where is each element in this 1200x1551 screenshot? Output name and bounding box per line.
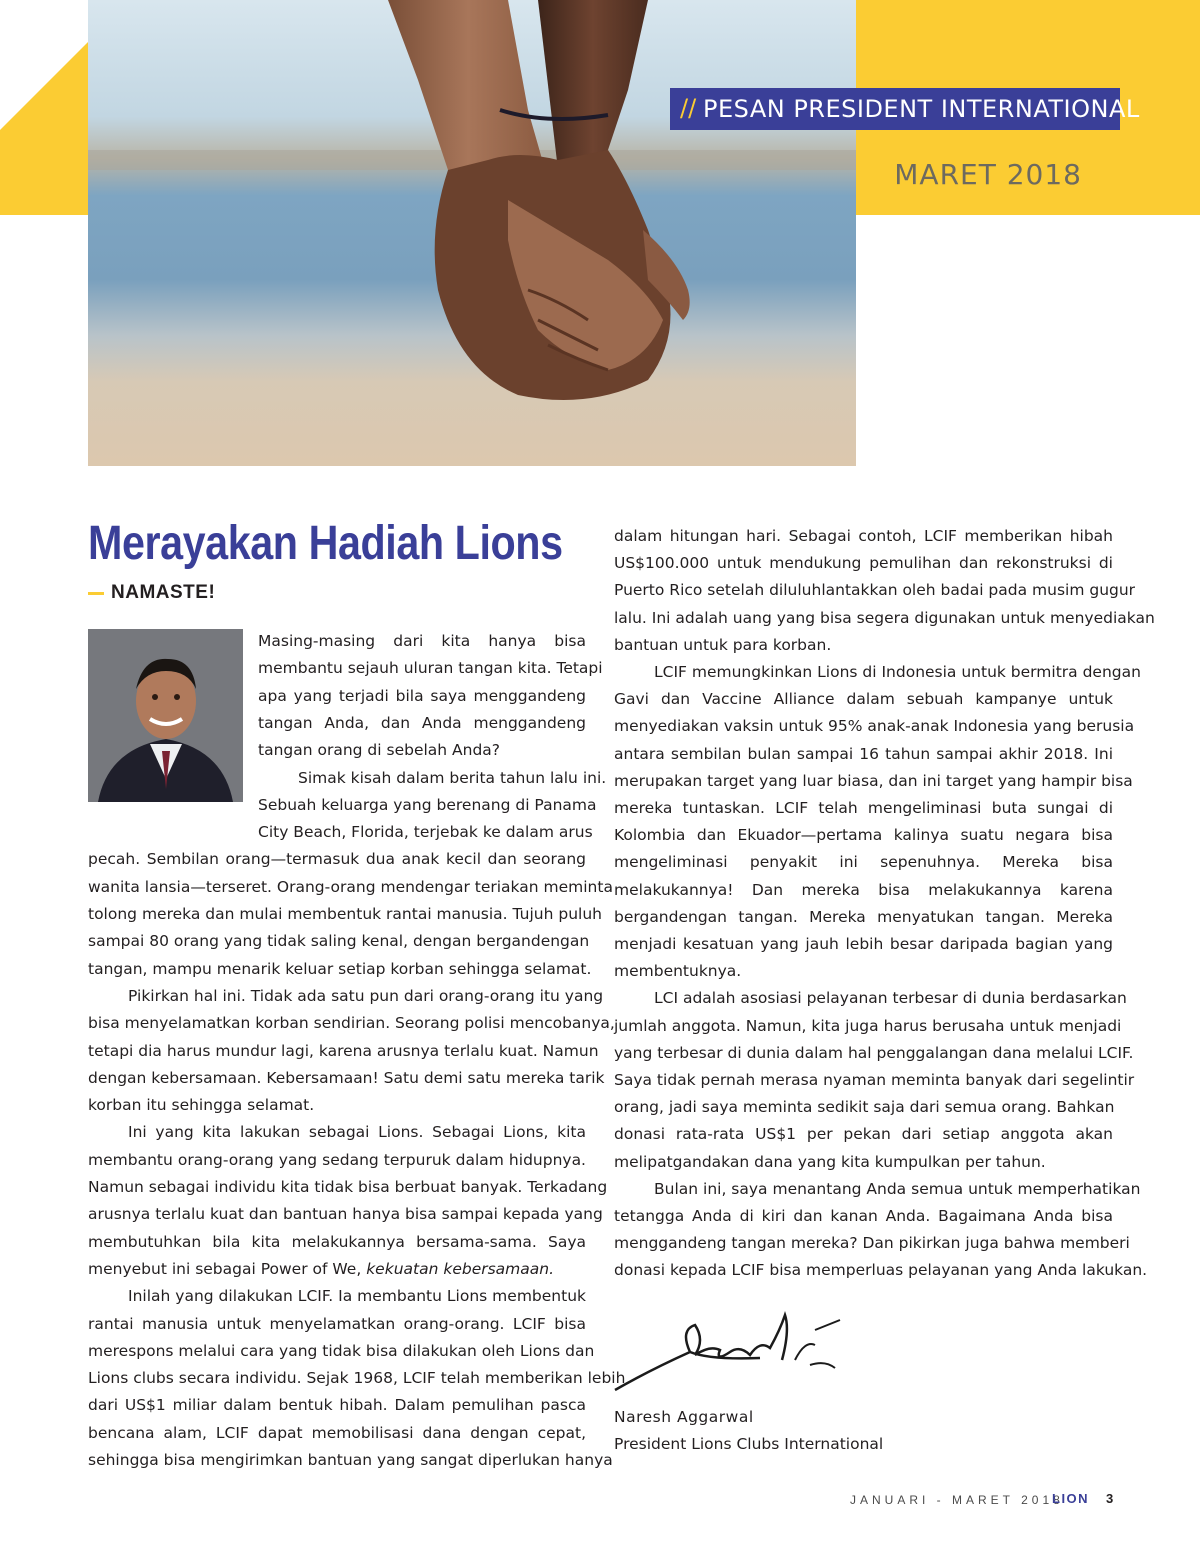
- text-line: menggandeng tangan mereka? Dan pikirkan juga bahwa memberi: [614, 1234, 1130, 1253]
- holding-hands-photo: [88, 0, 856, 466]
- kicker-dash: [88, 592, 104, 595]
- text-line: Namun sebagai individu kita tidak bisa berbuat banyak. Terkadang: [88, 1178, 608, 1196]
- text-line: lalu. Ini adalah uang yang bisa segera digunakan untuk menyediakan: [614, 608, 1155, 627]
- text-line: Sebuah keluarga yang berenang di Panama: [258, 795, 597, 814]
- footer-issue: JANUARI - MARET 2018: [850, 1493, 1064, 1507]
- text-line: Ini yang kita lakukan sebagai Lions. Sebagai Lions, kita: [128, 1123, 586, 1142]
- portrait-illustration: [88, 629, 243, 802]
- text-line: Simak kisah dalam berita tahun lalu ini.: [298, 768, 607, 787]
- text-line: Bulan ini, saya menantang Anda semua untuk memperhatikan: [654, 1179, 1141, 1198]
- text-line: LCIF memungkinkan Lions di Indonesia untuk bermitra dengan: [654, 663, 1141, 681]
- text-line: dalam hitungan hari. Sebagai contoh, LCIF memberikan hibah: [614, 527, 1113, 545]
- text-line: dengan kebersamaan. Kebersamaan! Satu demi satu mereka tarik: [88, 1068, 605, 1087]
- article-title: Merayakan Hadiah Lions: [88, 517, 563, 570]
- text-line: Inilah yang dilakukan LCIF. Ia membantu Lions membentuk: [128, 1287, 586, 1306]
- text-line: tetapi dia harus mundur lagi, karena arusnya terlalu kuat. Namun: [88, 1041, 599, 1060]
- text-line: bergandengan tangan. Mereka menyatukan tangan. Mereka: [614, 907, 1113, 926]
- holding-hands-illustration: [88, 0, 856, 466]
- text-line: tolong mereka dan mulai membentuk rantai manusia. Tujuh puluh: [88, 905, 602, 923]
- text-line: Kolombia dan Ekuador—pertama kalinya suatu negara bisa: [614, 826, 1113, 845]
- signer-title: President Lions Clubs International: [614, 1435, 884, 1453]
- text-line: menjadi kesatuan yang jauh lebih besar daripada bagian yang: [614, 935, 1113, 953]
- text-line: merupakan target yang luar biasa, dan ini target yang hampir bisa: [614, 771, 1133, 790]
- issue-date: MARET 2018: [894, 158, 1082, 191]
- text-line: sehingga bisa mengirimkan bantuan yang sangat diperlukan hanya: [88, 1451, 613, 1469]
- section-tag-slashes: //: [680, 94, 697, 122]
- text-line: merespons melalui cara yang tidak bisa dilakukan oleh Lions dan: [88, 1341, 595, 1360]
- text-line: Puerto Rico setelah diluluhlantakkan oleh badai pada musim gugur: [614, 581, 1136, 600]
- text-line: melakukannya! Dan mereka bisa melakukannya karena: [614, 880, 1113, 899]
- text-line: donasi kepada LCIF bisa memperluas pelayanan yang Anda lakukan.: [614, 1261, 1148, 1280]
- text-line: tangan Anda, dan Anda menggandeng: [258, 713, 586, 732]
- text-line: orang, jadi saya meminta sedikit saja dari semua orang. Bahkan: [614, 1098, 1115, 1117]
- text-line: bisa menyelamatkan korban sendirian. Seorang polisi mencobanya,: [88, 1014, 615, 1033]
- text-line: Gavi dan Vaccine Alliance dalam sebuah kampanye untuk: [614, 690, 1113, 709]
- handwritten-signature: [610, 1300, 860, 1410]
- text-line: melipatgandakan dana yang kita kumpulkan per tahun.: [614, 1152, 1046, 1171]
- text-line: donasi rata-rata US$1 per pekan dari setiap anggota akan: [614, 1125, 1113, 1144]
- text-line: mengeliminasi penyakit ini sepenuhnya. Mereka bisa: [614, 853, 1113, 872]
- text-line: membantu sejauh uluran tangan kita. Tetapi: [258, 659, 603, 678]
- text-line: jumlah anggota. Namun, kita juga harus berusaha untuk menjadi: [614, 1016, 1122, 1035]
- text-line: tangan, mampu menarik keluar setiap korban sehingga selamat.: [88, 959, 592, 978]
- article-kicker: NAMASTE!: [111, 582, 216, 603]
- text-line: Lions clubs secara individu. Sejak 1968, LCIF telah memberikan lebih: [88, 1369, 626, 1388]
- text-line: LCI adalah asosiasi pelayanan terbesar di dunia berdasarkan: [654, 989, 1127, 1008]
- text-line: mereka tuntaskan. LCIF telah mengeliminasi buta sungai di: [614, 799, 1113, 817]
- text-line: sampai 80 orang yang tidak saling kenal, dengan bergandengan: [88, 932, 590, 951]
- text-line: antara sembilan bulan sampai 16 tahun sampai akhir 2018. Ini: [614, 744, 1113, 763]
- text-line: membantu orang-orang yang sedang terpuruk dalam hidupnya.: [88, 1150, 586, 1169]
- text-line: menyediakan vaksin untuk 95% anak-anak Indonesia yang berusia: [614, 717, 1135, 736]
- text-line: pecah. Sembilan orang—termasuk dua anak kecil dan seorang: [88, 850, 586, 869]
- text-line: wanita lansia—terseret. Orang-orang mendengar teriakan meminta: [88, 877, 613, 896]
- signer-name: Naresh Aggarwal: [614, 1408, 754, 1426]
- footer-brand: LION: [1052, 1491, 1090, 1506]
- text-line: Masing-masing dari kita hanya bisa: [258, 632, 586, 650]
- text-line: Saya tidak pernah merasa nyaman meminta banyak dari segelintir: [614, 1071, 1135, 1089]
- text-line: apa yang terjadi bila saya menggandeng: [258, 686, 586, 705]
- text-line: tangan orang di sebelah Anda?: [258, 741, 501, 760]
- text-line: membutuhkan bila kita melakukannya bersama-sama. Saya: [88, 1232, 586, 1251]
- text-line: yang terbesar di dunia dalam hal penggalangan dana melalui LCIF.: [614, 1043, 1134, 1062]
- text-line: menyebut ini sebagai Power of We, kekuatan kebersamaan.: [88, 1259, 555, 1278]
- text-line: korban itu sehingga selamat.: [88, 1096, 315, 1115]
- president-portrait: [88, 629, 243, 802]
- text-line: membentuknya.: [614, 962, 742, 981]
- text-line: rantai manusia untuk menyelamatkan orang-orang. LCIF bisa: [88, 1314, 586, 1333]
- text-line: City Beach, Florida, terjebak ke dalam arus: [258, 823, 593, 842]
- text-line: bencana alam, LCIF dapat memobilisasi dana dengan cepat,: [88, 1423, 586, 1442]
- section-label: PESAN PRESIDENT INTERNATIONAL: [703, 95, 1140, 123]
- signature: [610, 1300, 860, 1410]
- text-line: Pikirkan hal ini. Tidak ada satu pun dari orang-orang itu yang: [128, 986, 604, 1005]
- text-line: arusnya terlalu kuat dan bantuan hanya bisa sampai kepada yang: [88, 1205, 603, 1224]
- text-line: bantuan untuk para korban.: [614, 635, 832, 654]
- text-line: dari US$1 miliar dalam bentuk hibah. Dalam pemulihan pasca: [88, 1396, 586, 1415]
- page-number: 3: [1106, 1491, 1114, 1506]
- text-line: US$100.000 untuk mendukung pemulihan dan rekonstruksi di: [614, 554, 1113, 573]
- text-line: tetangga Anda di kiri dan kanan Anda. Bagaimana Anda bisa: [614, 1207, 1113, 1225]
